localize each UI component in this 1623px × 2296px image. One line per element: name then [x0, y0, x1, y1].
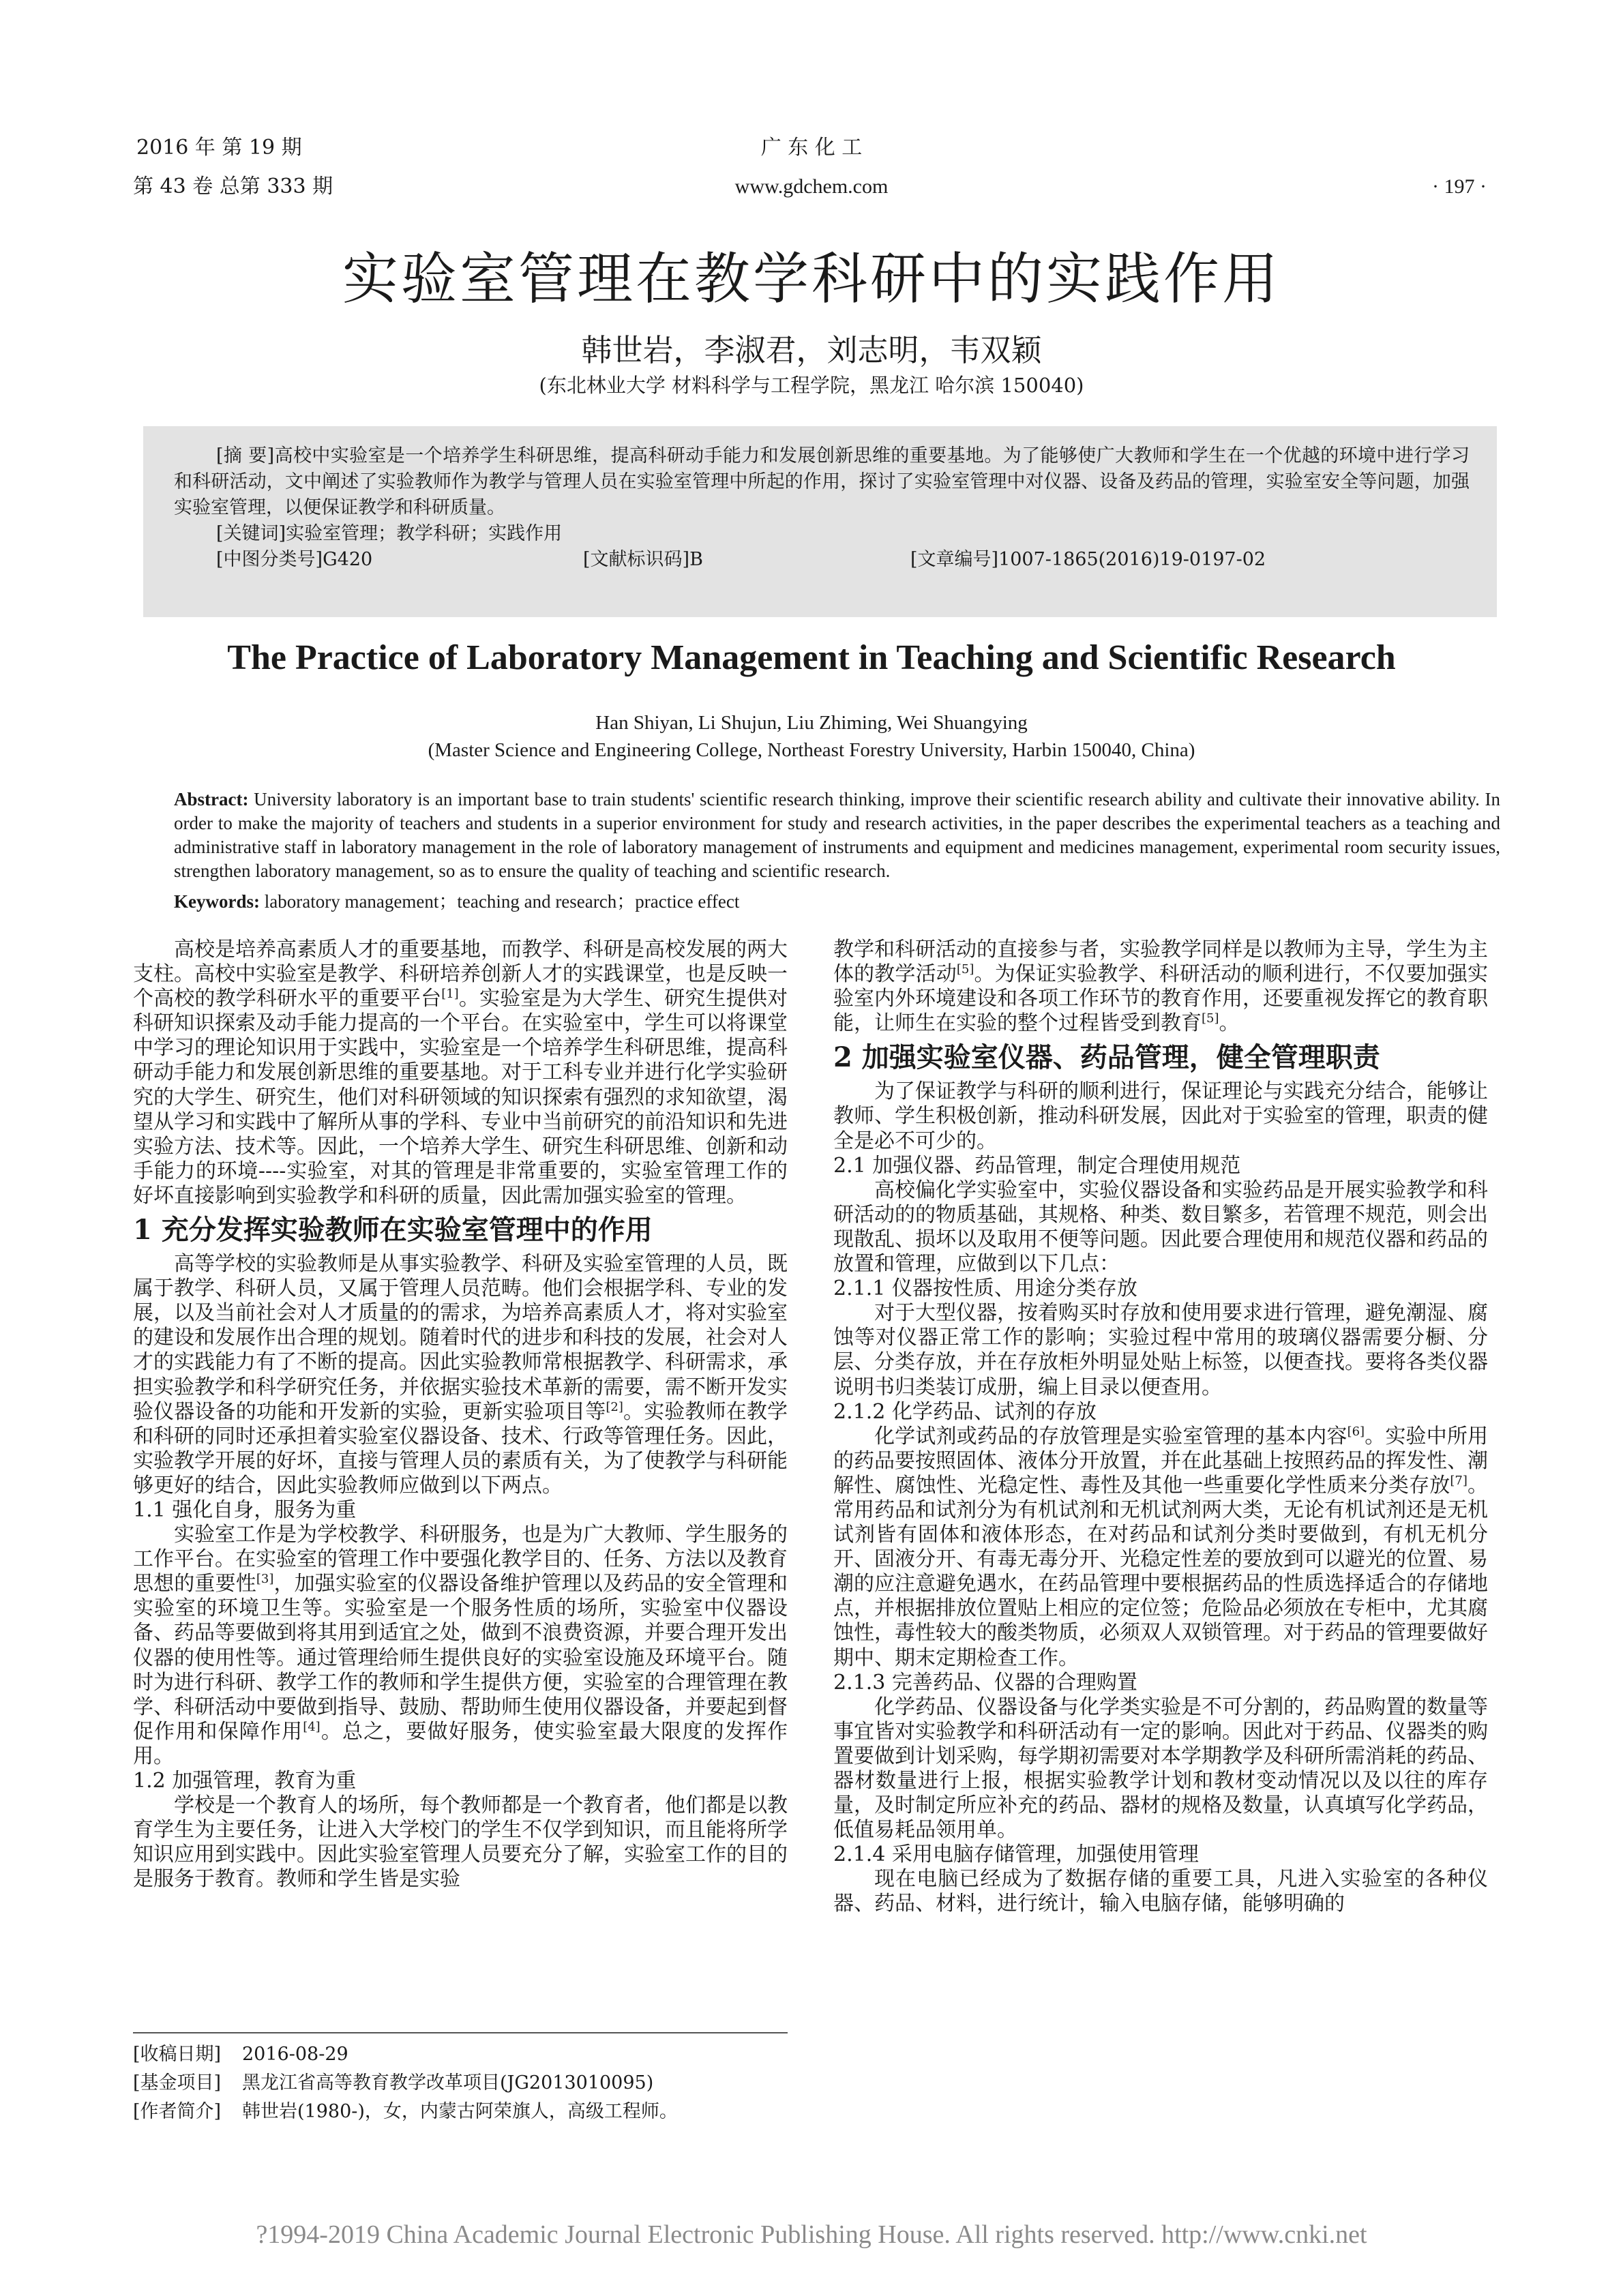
footnote-text: 韩世岩(1980-)，女，内蒙古阿荣旗人，高级工程师。 [242, 2101, 678, 2122]
article-no-group [910, 547, 1266, 573]
paragraph: 为了保证教学与科研的顺利进行，保证理论与实践充分结合，能够让教师、学生积极创新，推动科研发展，因此对于实验室的管理，职责的健全是必不可少的。 [833, 1079, 1488, 1153]
abstract-cn-label: [摘 要] [216, 445, 275, 466]
footnote-label: [基金项目] [133, 2072, 222, 2093]
footnote-received [133, 2040, 815, 2069]
issue-line-2: 第 43 卷 总第 333 期 [133, 175, 333, 198]
abstract-cn-body [174, 443, 1470, 521]
doc-code-group [583, 547, 703, 573]
paragraph [133, 938, 788, 1208]
footnote-text: 黑龙江省高等教育教学改革项目(JG2013010095) [242, 2072, 654, 2093]
subsection-heading-1-1: 1.1 强化自身，服务为重 [133, 1497, 357, 1522]
citation: [4] [303, 1719, 321, 1734]
clc-label: [中图分类号] [216, 549, 323, 570]
citation: [6] [1347, 1424, 1365, 1439]
authors-en: Han Shiyan, Li Shujun, Liu Zhiming, Wei Shuangying [595, 712, 1028, 734]
text: 。实验中所用的药品要按照固体、液体分开放置，并在此基础上按照药品的挥发性、潮解性、腐蚀性、光稳定性、毒性及其他一些重要化学性质来分类存放 [833, 1424, 1489, 1497]
section-heading-1: 1 充分发挥实验教师在实验室管理中的作用 [133, 1214, 653, 1247]
paragraph: 化学药品、仪器设备与化学类实验是不可分割的，药品购置的数量等事宜皆对实验教学和科研活动有一定的影响。因此对于药品、仪器类的购置要做到计划采购，每学期初需要对本学期教学及科研所需消耗的药品、器材数量进行上报，根据实验教学计划和教材变动情况以及以往的库存量，及时制定所应补充的药品、器材的规格及数量，认真填写化学药品，低值易耗品领用单。 [833, 1695, 1488, 1843]
footnote-label: [作者简介] [133, 2101, 222, 2122]
text: ，加强实验室的仪器设备维护管理以及药品的安全管理和实验室的环境卫生等。实验室是一个服务性质的场所，实验室中仪器设备、药品等要做到将其用到适宜之处，做到不浪费资源，并要合理开发出仪器的使用性等。通过管理给师生提供良好的实验室设施及环境平台。随时为进行科研、教学工作的教师和学生提供方便，实验室的合理管理在教学、科研活动中要做到指导、鼓励、帮助师生使用仪器设备，并要起到督促作用和保障作用 [133, 1572, 788, 1744]
right-column [833, 938, 1488, 1917]
keywords-en: laboratory management；teaching and research；practice effect [259, 891, 740, 912]
journal-name: 广 东 化 工 [760, 136, 863, 160]
citation: [3] [256, 1572, 274, 1587]
text: 。常用药品和试剂分为有机试剂和无机试剂两大类，无论有机试剂还是无机试剂皆有固体和液体形态，在对药品和试剂分类时要做到，有机无机分开、固液分开、有毒无毒分开、光稳定性差的要放到可以避光的位置、易潮的应注意避免遇水，在药品管理中要根据药品的性质选择适合的存储地点，并根据排放位置贴上相应的定位签；危险品必须放在专柜中，尤其腐蚀性，毒性较大的酸类物质，必须双人双锁管理。对于药品的管理要做好期中、期末定期检查工作。 [833, 1473, 1489, 1670]
clc-value: G420 [323, 549, 373, 570]
citation: [5] [1202, 1011, 1219, 1026]
authors-cn: 韩世岩，李淑君，刘志明，韦双颖 [581, 332, 1042, 368]
keywords-en-label: Keywords: [174, 891, 260, 912]
keywords-cn-label: [关键词] [216, 523, 286, 544]
journal-url: www.gdchem.com [734, 175, 889, 198]
article-no-value: 1007-1865(2016)19-0197-02 [998, 549, 1266, 570]
paragraph [133, 1523, 788, 1769]
paragraph [133, 1252, 788, 1498]
text: 。实验教师在教学和科研的同时还承担着实验室仪器设备、技术、行政等管理任务。因此，实验教学开展的好坏，直接与管理人员的素质有关，为了使教学与科研能够更好的结合，因此实验教师应做到以下两点。 [133, 1399, 788, 1497]
text: 。 [1219, 1011, 1240, 1036]
text: 。为保证实验教学、科研活动的顺利进行，不仅要加强实验室内外环境建设和各项工作环节的教育作用，还要重视发挥它的教育职能，让师生在实验的整个过程皆受到教育 [833, 962, 1489, 1036]
citation: [5] [956, 962, 974, 977]
keywords-cn: 实验室管理；教学科研；实践作用 [286, 523, 563, 544]
keywords-en-line [174, 890, 739, 914]
paragraph: 现在电脑已经成为了数据存储的重要工具，凡进入实验室的各种仪器、药品、材料，进行统计，输入电脑存储，能够明确的 [833, 1867, 1488, 1916]
paragraph: 学校是一个教育人的场所，每个教师都是一个教育者，他们都是以教育学生为主要任务，让进入大学校门的学生不仅学到知识，而且能将所学知识应用到实践中。因此实验室管理人员要充分了解，实验室工作的目的是服务于教育。教师和学生皆是实验 [133, 1793, 788, 1892]
section-heading-2: 2 加强实验室仪器、药品管理，健全管理职责 [833, 1041, 1380, 1074]
abstract-cn [174, 443, 1470, 573]
copyright-footer: ?1994-2019 China Academic Journal Electronic Publishing House. All rights reserved. http://www.cnki.net [256, 2220, 1367, 2249]
text: 高等学校的实验教师是从事实验教学、科研及实验室管理的人员，既属于教学、科研人员，又属于管理人员范畴。他们会根据学科、专业的发展，以及当前社会对人才质量的的需求，为培养高素质人才，将对实验室的建设和发展作出合理的规划。随着时代的进步和科技的发展，社会对人才的实践能力有了不断的提高。因此实验教师常根据教学、科研需求，承担实验教学和科学研究任务，并依据实验技术革新的需要，需不断开发实验仪器设备的功能和开发新的实验，更新实验项目等 [133, 1252, 788, 1424]
footnote-funding [133, 2069, 815, 2098]
subsection-heading-2-1-2: 2.1.2 化学药品、试剂的存放 [833, 1399, 1097, 1424]
footnote-author [133, 2098, 815, 2126]
paragraph: 对于大型仪器，按着购买时存放和使用要求进行管理，避免潮湿、腐蚀等对仪器正常工作的影响；实验过程中常用的玻璃仪器需要分橱、分层、分类存放，并在存放柜外明显处贴上标签，以便查找。要将各类仪器说明书归类装订成册，编上目录以便查用。 [833, 1301, 1488, 1399]
citation: [2] [606, 1399, 623, 1414]
paragraph [833, 938, 1488, 1036]
abstract-cn-text: 高校中实验室是一个培养学生科研思维，提高科研动手能力和发展创新思维的重要基地。为了能够使广大教师和学生在一个优越的环境中进行学习和科研活动，文中阐述了实验教师作为教学与管理人员在实验室管理中所起的作用，探讨了实验室管理中对仪器、设备及药品的管理，实验室安全等问题，加强实验室管理，以便保证教学和科研质量。 [174, 445, 1470, 518]
left-column [133, 938, 788, 1892]
text: 教学和科研活动的直接参与者，实验教学同样是以教师为主导，学生为主体的教学活动 [833, 938, 1488, 987]
article-no-label: [文章编号] [910, 549, 999, 570]
affiliation-en: (Master Science and Engineering College, Northeast Forestry University, Harbin 150040, China) [428, 739, 1195, 761]
citation: [7] [1450, 1473, 1468, 1488]
issue-line-1: 2016 年 第 19 期 [136, 136, 302, 160]
classification-line [174, 547, 1470, 573]
paragraph: 高校偏化学实验室中，实验仪器设备和实验药品是开展实验教学和科研活动的的物质基础，其规格、种类、数目繁多，若管理不规范，则会出现散乱、损坏以及取用不便等问题。因此要合理使用和规范仪器和药品的放置和管理，应做到以下几点： [833, 1178, 1488, 1277]
subsection-heading-2-1-1: 2.1.1 仪器按性质、用途分类存放 [833, 1277, 1137, 1301]
page-number: · 197 · [1432, 175, 1487, 198]
abstract-en-text: University laboratory is an important base to train students' scientific research thinking, improve their scientific research ability and cultivate their innovative ability. In order to make the majority of teachers and students in a superior environment for study and research activities, in the paper describes the experimental teachers as a teaching and administrative staff in laboratory management in the role of laboratory management of instruments and equipment and medicines management, experimental room security issues, strengthen laboratory management, so as to ensure the quality of teaching and scientific research. [174, 789, 1500, 881]
title-cn: 实验室管理在教学科研中的实践作用 [342, 247, 1281, 312]
citation: [1] [441, 987, 459, 1002]
text: 化学试剂或药品的存放管理是实验室管理的基本内容 [874, 1424, 1347, 1448]
text: 。实验室是为大学生、研究生提供对科研知识探索及动手能力提高的一个平台。在实验室中，学生可以将课堂中学习的理论知识用于实践中，实验室是一个培养学生科研思维，提高科研动手能力和发展创新思维的重要基地。对于工科专业并进行化学实验研究的大学生、研究生，他们对科研领域的知识探索有强烈的求知欲望，渴望从学习和实践中了解所从事的学科、专业中当前研究的前沿知识和先进实验方法、技术等。因此，一个培养大学生、研究生科研思维、创新和动手能力的环境----实验室，对其的管理是非常重要的，实验室管理工作的好坏直接影响到实验教学和科研的质量，因此需加强实验室的管理。 [133, 987, 788, 1208]
subsection-heading-2-1-4: 2.1.4 采用电脑存储管理，加强使用管理 [833, 1843, 1199, 1867]
subsection-heading-2-1: 2.1 加强仪器、药品管理，制定合理使用规范 [833, 1153, 1241, 1178]
abstract-en [174, 788, 1500, 883]
keywords-cn-line [174, 521, 1470, 547]
text: 高校是培养高素质人才的重要基地，而教学、科研是高校发展的两大支柱。高校中实验室是教学、科研培养创新人才的实践课堂，也是反映一个高校的教学科研水平的重要平台 [133, 938, 788, 1011]
affiliation-cn: (东北林业大学 材料科学与工程学院，黑龙江 哈尔滨 150040) [539, 374, 1084, 397]
doc-code-value: B [689, 549, 703, 570]
abstract-en-label: Abstract: [174, 789, 249, 809]
footnote-divider [133, 2032, 788, 2033]
doc-code-label: [文献标识码] [583, 549, 690, 570]
footnote-text: 2016-08-29 [242, 2044, 348, 2065]
subsection-heading-2-1-3: 2.1.3 完善药品、仪器的合理购置 [833, 1670, 1137, 1695]
text: 实验室工作是为学校教学、科研服务，也是为广大教师、学生服务的工作平台。在实验室的管理工作中要强化教学目的、任务、方法以及教育思想的重要性 [133, 1523, 788, 1596]
subsection-heading-1-2: 1.2 加强管理，教育为重 [133, 1769, 357, 1793]
footnote-label: [收稿日期] [133, 2044, 222, 2065]
paragraph [833, 1425, 1488, 1671]
title-en: The Practice of Laboratory Management in Teaching and Scientific Research [227, 638, 1396, 677]
text: 。总之，要做好服务，使实验室最大限度的发挥作用。 [133, 1719, 788, 1768]
footnotes [133, 2040, 815, 2126]
